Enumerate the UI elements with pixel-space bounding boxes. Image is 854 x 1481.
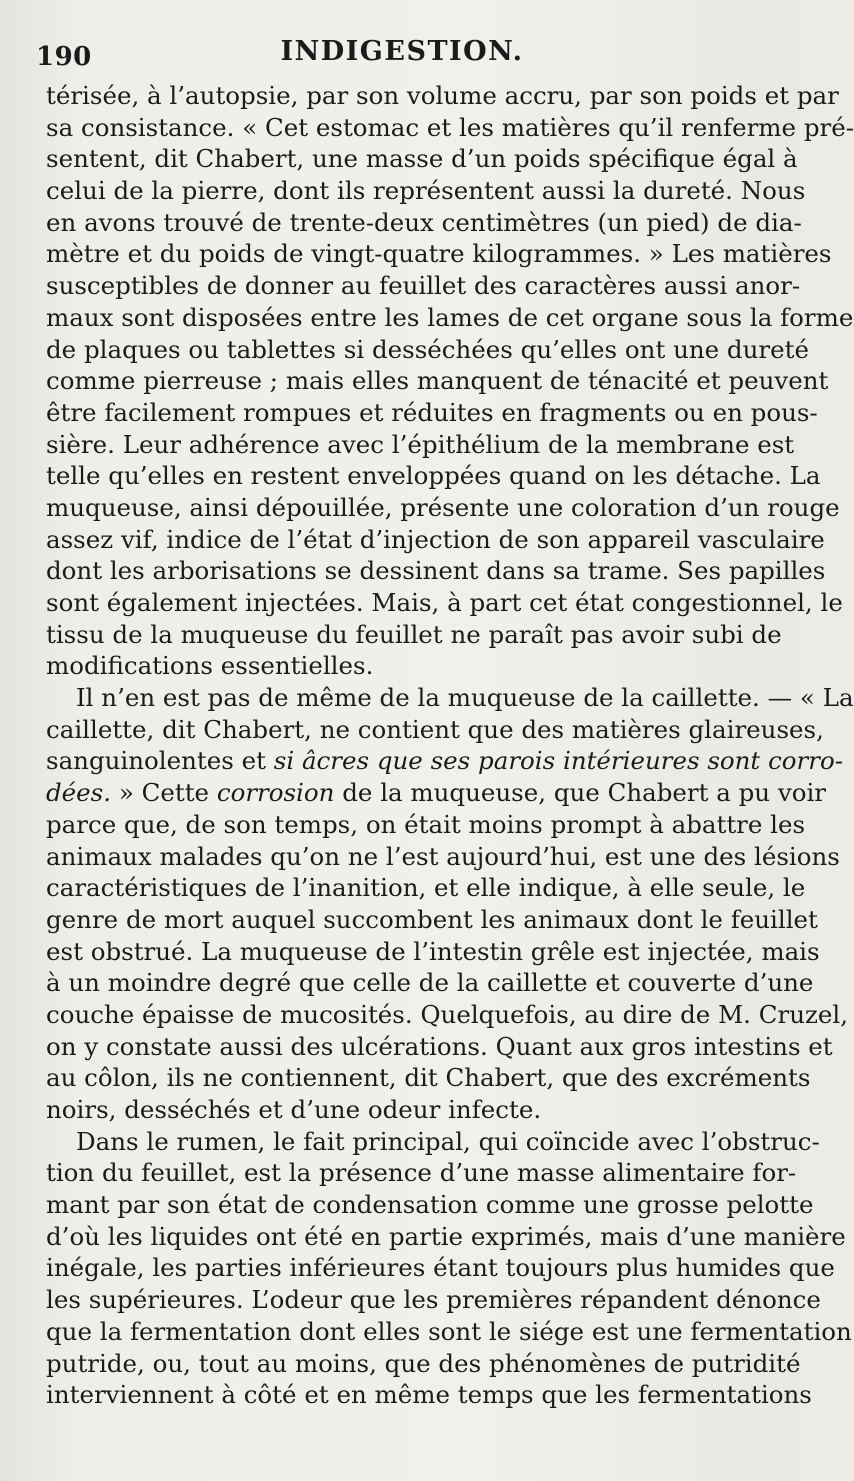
text-line: assez vif, indice de l’état d’injection de son appareil vasculaire	[46, 524, 825, 554]
text-line: tion du feuillet, est la présence d’une masse alimentaire for-	[46, 1158, 797, 1188]
text-line: Dans le rumen, le fait principal, qui coïncide avec l’obstruc-	[76, 1126, 820, 1156]
text-line: parce que, de son temps, on était moins prompt à abattre les	[46, 809, 806, 839]
text-line: mètre et du poids de vingt-quatre kilogrammes. » Les matières	[46, 239, 832, 269]
text-line: noirs, desséchés et d’une odeur infecte.	[46, 1095, 542, 1124]
text-line: Il n’en est pas de même de la muqueuse de la caillette. — « La	[76, 683, 854, 713]
text-line: interviennent à côté et en même temps que les fermentations	[46, 1380, 812, 1410]
text-line: maux sont disposées entre les lames de cet organe sous la forme	[46, 302, 854, 332]
text-line: celui de la pierre, dont ils représentent aussi la dureté. Nous	[46, 176, 806, 206]
text-line: sa consistance. « Cet estomac et les matières qu’il renferme pré-	[46, 112, 854, 142]
text-line: tissu de la muqueuse du feuillet ne paraît pas avoir subi de	[46, 619, 782, 649]
text-line: genre de mort auquel succombent les animaux dont le feuillet	[46, 904, 818, 934]
text-line: sont également injectées. Mais, à part cet état congestionnel, le	[46, 588, 843, 617]
page-header	[30, 24, 774, 74]
text-line: susceptibles de donner au feuillet des caractères aussi anor-	[46, 271, 801, 301]
text-line: on y constate aussi des ulcérations. Quant aux gros intestins et	[46, 1031, 833, 1061]
text-line: caillette, dit Chabert, ne contient que des matières glaireuses,	[46, 714, 824, 744]
text-line: au côlon, ils ne contiennent, dit Chabert, que des excréments	[46, 1063, 811, 1093]
text-segment: » Cette	[111, 778, 217, 808]
text-line: que la fermentation dont elles sont le siége est une fermentation	[46, 1316, 852, 1346]
text-line: sentent, dit Chabert, une masse d’un poids spécifique égal à	[46, 144, 798, 174]
text-line: être facilement rompues et réduites en fragments ou en pous-	[46, 397, 818, 427]
running-title: INDIGESTION.	[280, 36, 524, 67]
text-line: animaux malades qu’on ne l’est aujourd’hui, est une des lésions	[46, 841, 840, 871]
text-segment: de la muqueuse, que Chabert a pu voir	[334, 778, 827, 808]
text-line: inégale, les parties inférieures étant toujours plus humides que	[46, 1253, 835, 1283]
text-line: térisée, à l’autopsie, par son volume accru, par son poids et par	[46, 81, 839, 110]
text-line: de plaques ou tablettes si desséchées qu’elles ont une dureté	[46, 334, 809, 364]
text-line	[30, 745, 843, 777]
italic-segment: corrosion	[216, 778, 335, 808]
body-text	[30, 80, 854, 1411]
text-line: telle qu’elles en restent enveloppées quand on les détache. La	[46, 461, 821, 491]
text-line: muqueuse, ainsi dépouillée, présente une coloration d’un rouge	[46, 492, 840, 522]
text-line	[30, 777, 827, 809]
text-line: dont les arborisations se dessinent dans sa trame. Ses papilles	[46, 556, 826, 586]
text-line: d’où les liquides ont été en partie exprimés, mais d’une manière	[46, 1221, 846, 1251]
text-line: modifications essentielles.	[46, 651, 374, 681]
text-segment: sanguinolentes et	[46, 746, 274, 776]
text-line: comme pierreuse ; mais elles manquent de ténacité et peuvent	[46, 366, 829, 396]
text-line: à un moindre degré que celle de la caillette et couverte d’une	[46, 968, 814, 998]
text-line: couche épaisse de mucosités. Quelquefois, au dire de M. Cruzel,	[46, 999, 849, 1029]
text-line: mant par son état de condensation comme une grosse pelotte	[46, 1190, 814, 1220]
page-number: 190	[36, 42, 92, 72]
text-line: est obstrué. La muqueuse de l’intestin grêle est injectée, mais	[46, 936, 820, 966]
text-line: caractéristiques de l’inanition, et elle indique, à elle seule, le	[46, 873, 806, 903]
italic-segment: dées.	[46, 778, 112, 808]
text-line: les supérieures. L’odeur que les premières répandent dénonce	[46, 1285, 821, 1315]
italic-segment: si âcres que ses parois intérieures sont corro-	[273, 746, 843, 776]
text-line: en avons trouvé de trente-deux centimètres (un pied) de dia-	[46, 207, 802, 237]
text-line: putride, ou, tout au moins, que des phénomènes de putridité	[46, 1348, 801, 1378]
text-line: sière. Leur adhérence avec l’épithélium de la membrane est	[46, 429, 795, 459]
